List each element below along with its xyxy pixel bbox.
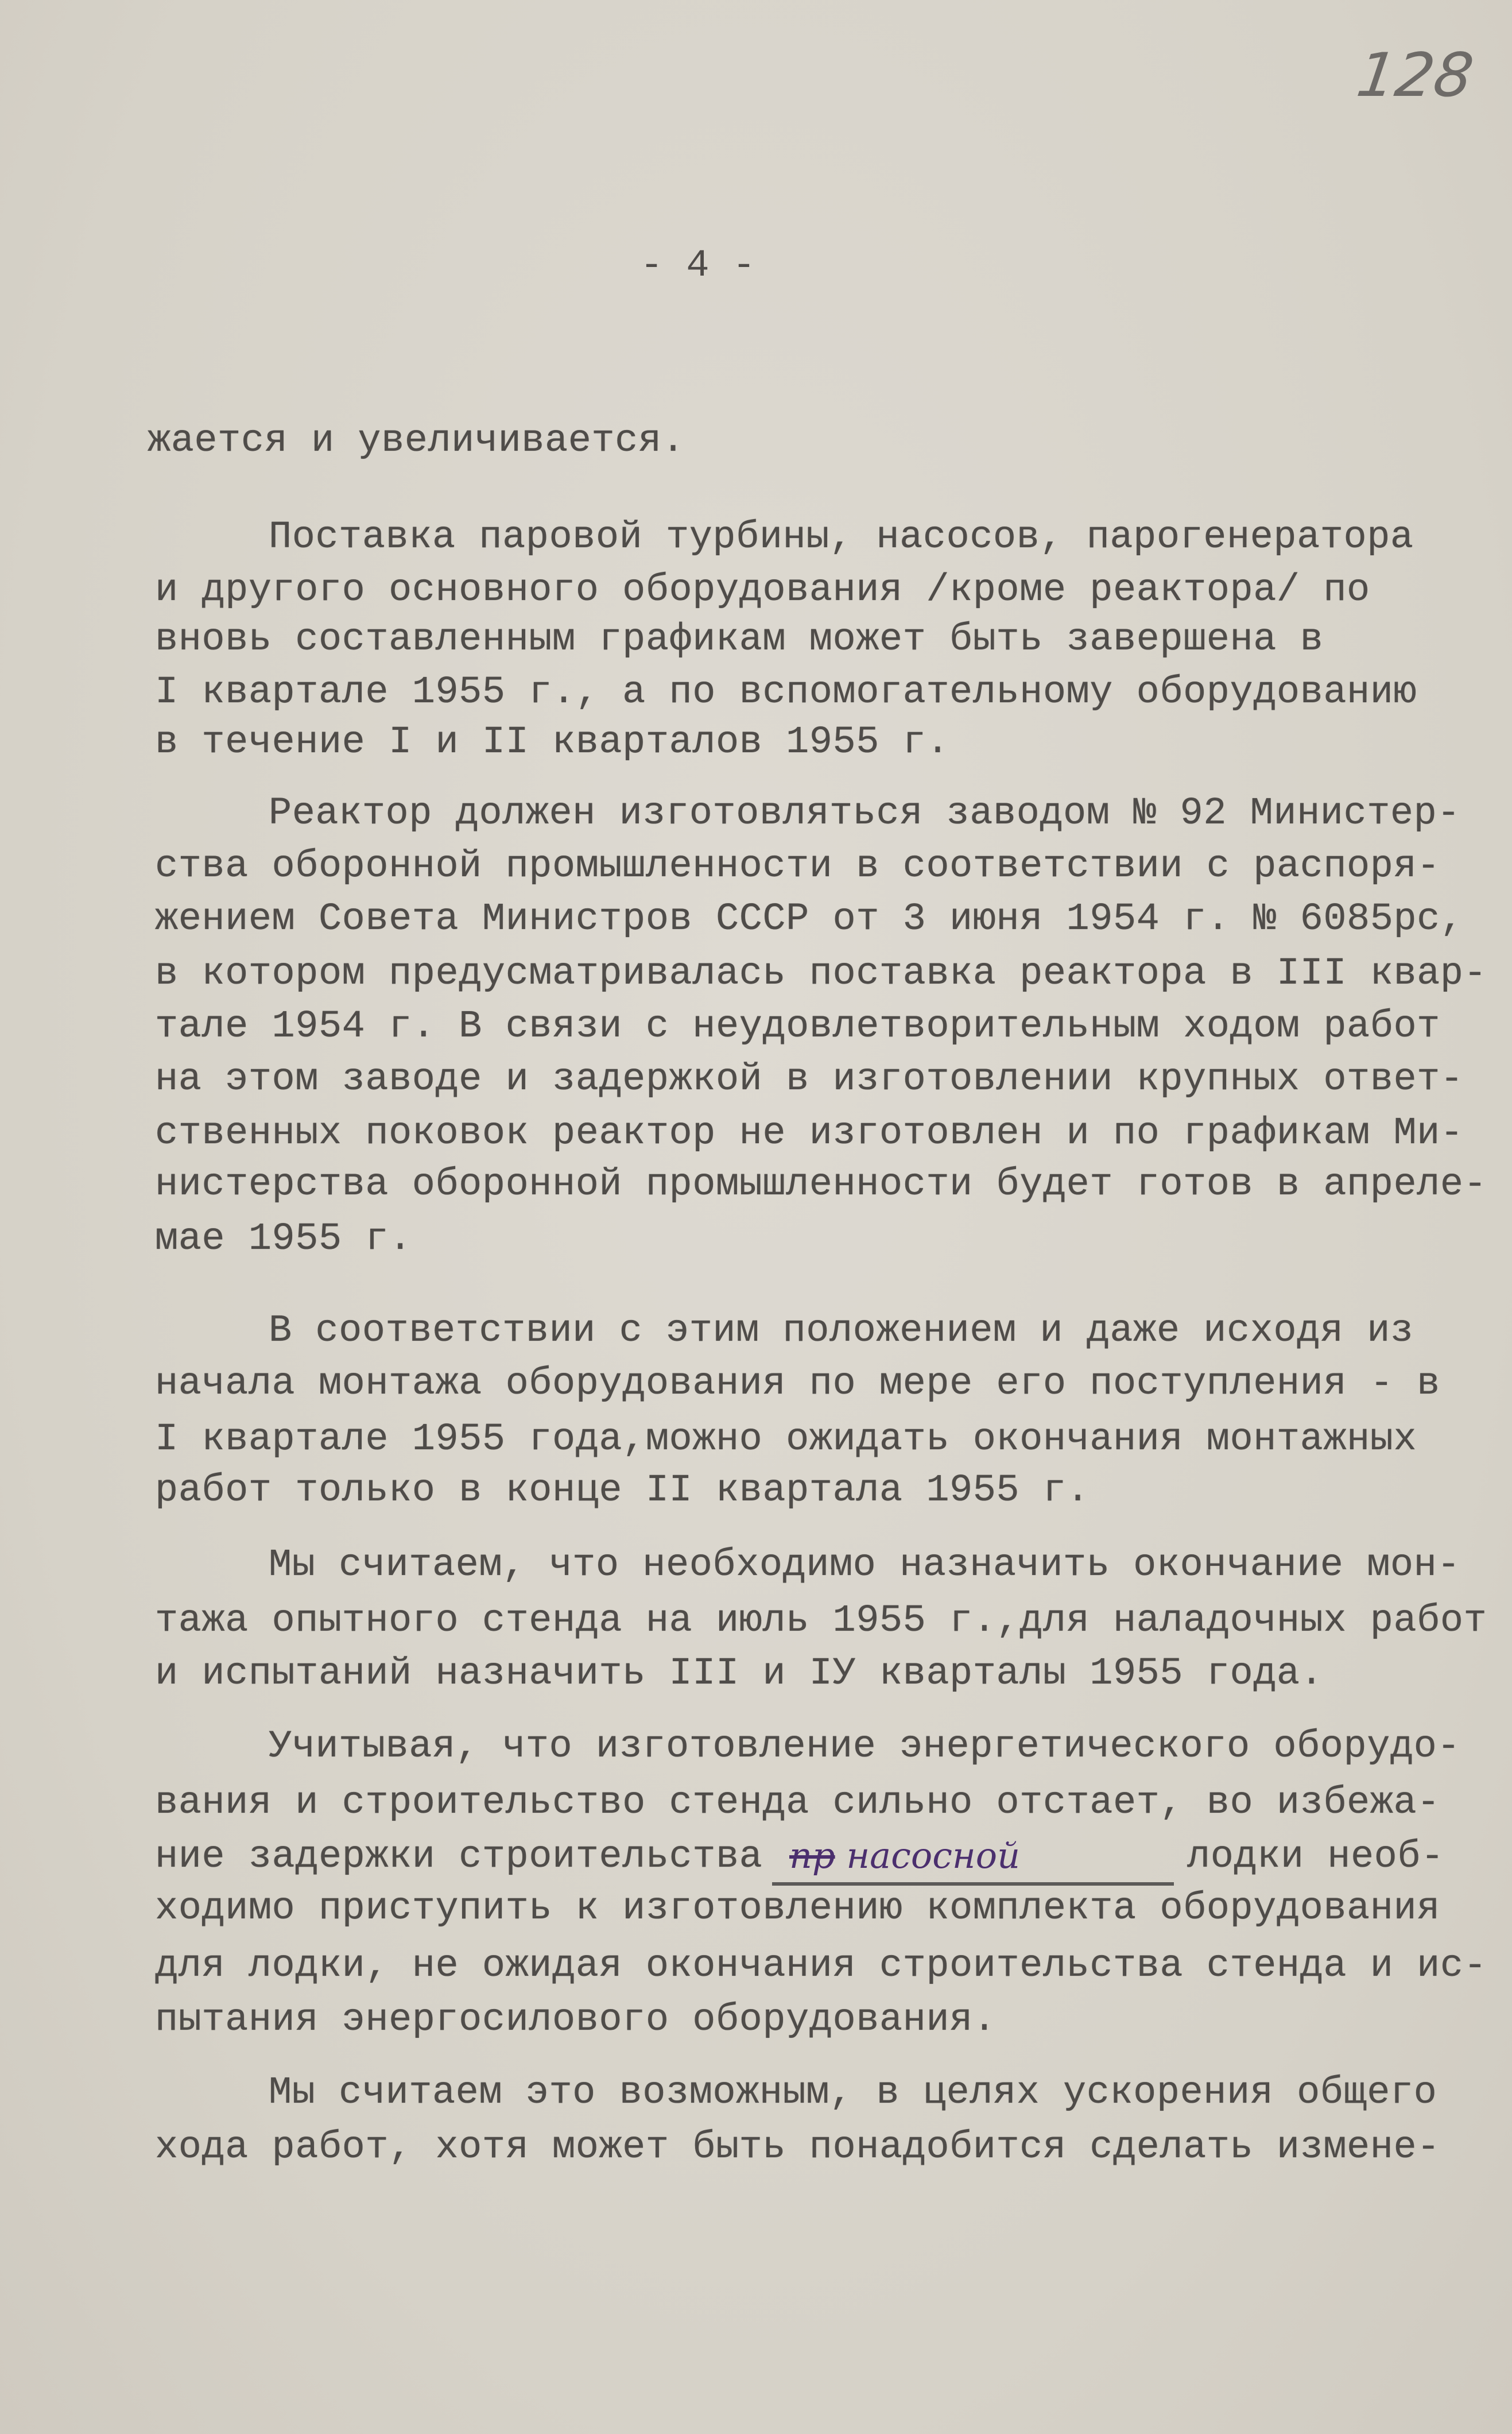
text-line: Реактор должен изготовляться заводом № 92 Министер-: [269, 792, 1461, 835]
text-line: нистерства оборонной промышленности будет готов в апреле-: [155, 1163, 1487, 1206]
text-line: Мы считаем, что необходимо назначить окончание мон-: [269, 1543, 1461, 1587]
text-line: на этом заводе и задержкой в изготовлении крупных ответ-: [155, 1058, 1464, 1101]
text-line: пытания энергосилового оборудования.: [155, 1998, 997, 2042]
handwritten-struck-word: пр: [789, 1835, 835, 1876]
text-line: в котором предусматривалась поставка реактора в III квар-: [155, 952, 1487, 996]
text-line: ходимо приступить к изготовлению комплекта оборудования: [155, 1887, 1440, 1930]
text-line: ства оборонной промышленности в соответствии с распоря-: [155, 845, 1440, 888]
text-line: тале 1954 г. В связи с неудовлетворительным ходом работ: [155, 1005, 1440, 1048]
text-line: вания и строительство стенда сильно отстает, во избежа-: [155, 1781, 1440, 1825]
text-line: тажа опытного стенда на июль 1955 г.,для наладочных работ: [155, 1599, 1487, 1643]
text-line: работ только в конце II квартала 1955 г.: [155, 1469, 1090, 1512]
text-line: вновь составленным графикам может быть завершена в: [155, 618, 1324, 661]
text-line: Учитывая, что изготовление энергетического оборудо-: [269, 1725, 1461, 1769]
text-line: хода работ, хотя может быть понадобится сделать измене-: [155, 2126, 1440, 2169]
archive-folio-number: 128: [1352, 40, 1478, 110]
text-line: ственных поковок реактор не изготовлен и по графикам Ми-: [155, 1112, 1464, 1155]
text-line: Мы считаем это возможным, в целях ускорения общего: [269, 2071, 1437, 2115]
text-line: мае 1955 г.: [155, 1217, 412, 1261]
handwritten-word: насосной: [846, 1835, 1021, 1876]
text-line: жением Совета Министров СССР от 3 июня 1954 г. № 6085рс,: [155, 897, 1464, 941]
fill-in-blank-underline: [772, 1882, 1174, 1886]
text-line: I квартале 1955 года,можно ожидать окончания монтажных: [155, 1418, 1417, 1461]
handwritten-insert: [789, 1835, 1020, 1876]
page-number: - 4 -: [640, 244, 756, 288]
text-line: Поставка паровой турбины, насосов, парогенератора: [269, 516, 1414, 559]
text-line: для лодки, не ожидая окончания строительства стенда и ис-: [155, 1944, 1487, 1988]
text-line: в течение I и II кварталов 1955 г.: [155, 721, 950, 764]
text-line: лодки необ-: [1187, 1835, 1444, 1879]
text-line: начала монтажа оборудования по мере его поступления - в: [155, 1362, 1440, 1406]
text-line: В соответствии с этим положением и даже исходя из: [269, 1309, 1414, 1353]
text-line: ние задержки строительства: [155, 1835, 763, 1879]
text-line: и другого основного оборудования /кроме реактора/ по: [155, 568, 1370, 612]
text-line: I квартале 1955 г., а по вспомогательному оборудованию: [155, 671, 1417, 714]
text-line: жается и увеличивается.: [148, 419, 685, 463]
text-line: и испытаний назначить III и IУ кварталы 1955 года.: [155, 1652, 1324, 1696]
